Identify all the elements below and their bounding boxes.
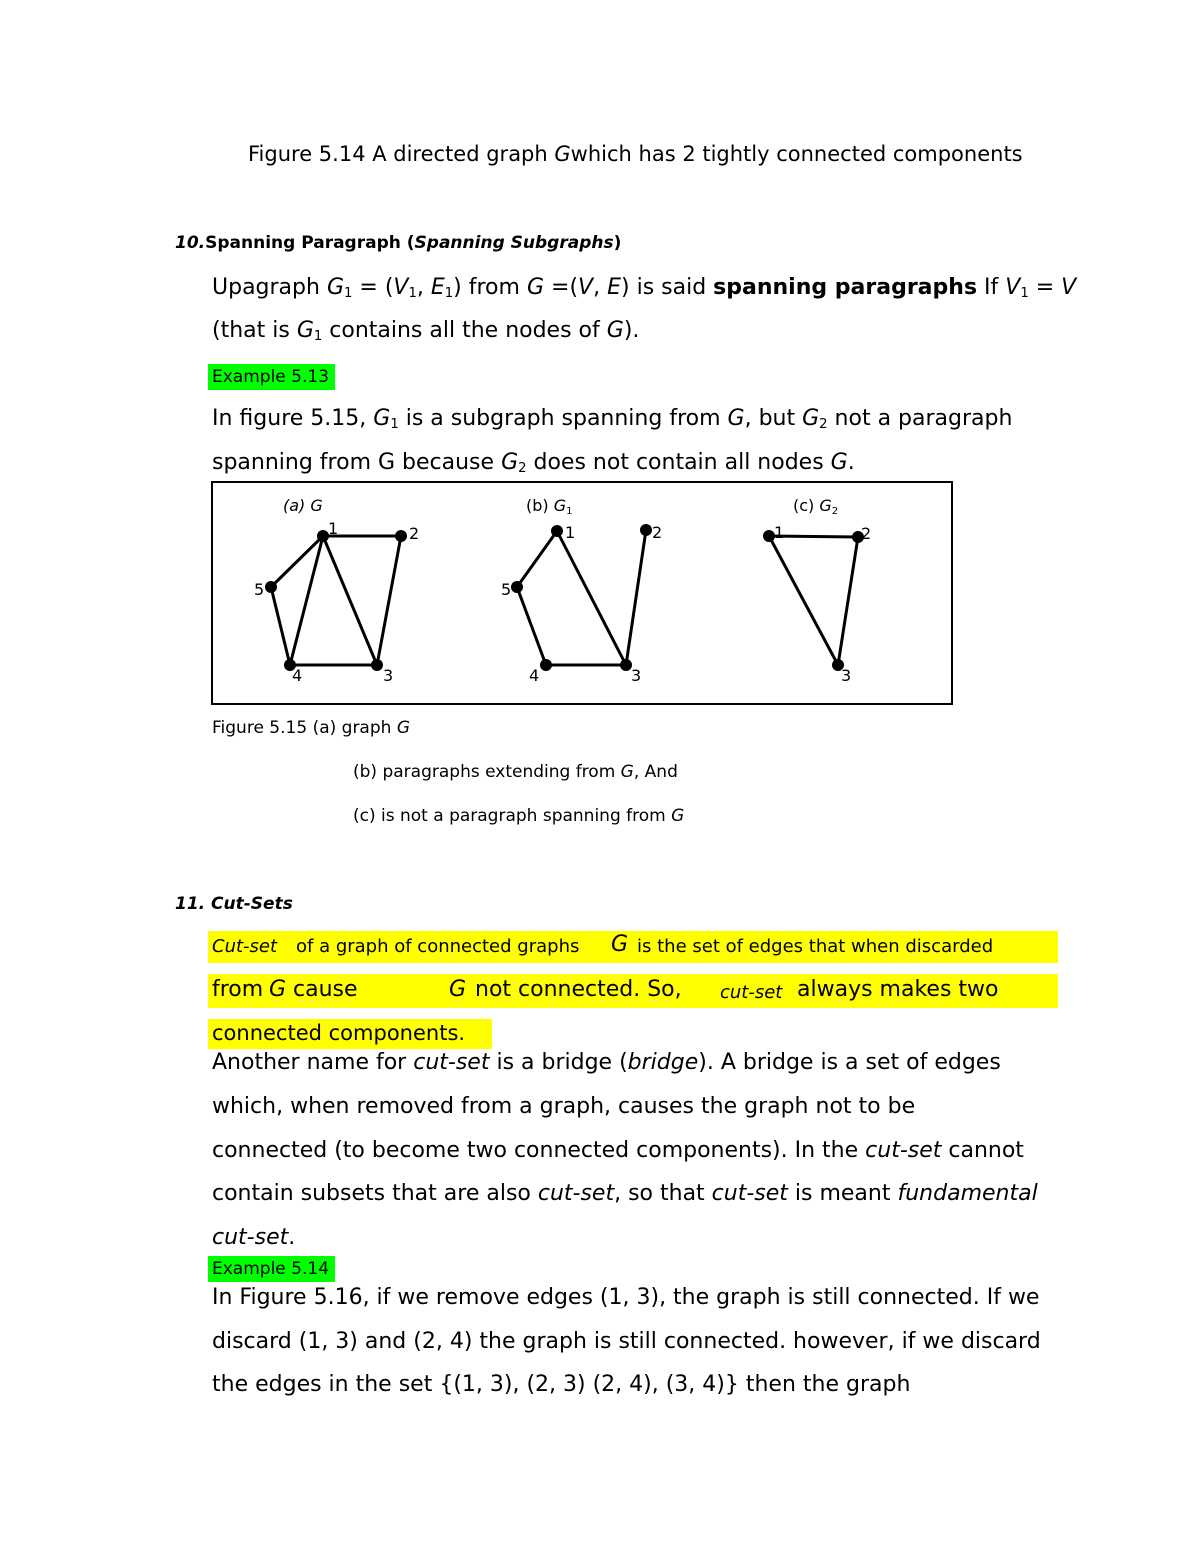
- edge-a-1-3: [323, 536, 377, 665]
- edge-a-1-4: [290, 536, 323, 665]
- subscript: 1: [444, 286, 454, 301]
- text: is a subgraph spanning from: [398, 406, 728, 431]
- text: , And: [633, 762, 678, 782]
- section-title-end: ): [613, 233, 622, 253]
- text: ) from: [453, 275, 527, 300]
- bridge-line-4: [212, 1181, 1038, 1206]
- text: ) is said: [621, 275, 714, 300]
- example-5-13-label: Example 5.13: [208, 364, 335, 390]
- node-b-4: [540, 659, 552, 671]
- node-a-5: [265, 581, 277, 593]
- panel-a-label: (a) G: [283, 496, 323, 515]
- subscript: 2: [518, 461, 527, 476]
- text: =(: [544, 275, 579, 300]
- label-a-1: 1: [328, 519, 339, 538]
- graph-symbol: G: [611, 932, 629, 957]
- node-b-2: [640, 524, 652, 536]
- node-b-1: [551, 525, 563, 537]
- label-a-5: 5: [254, 580, 265, 599]
- text: is meant: [787, 1181, 898, 1206]
- edge-b-5-4: [517, 587, 546, 665]
- edge-c-2-3: [838, 537, 858, 665]
- symbol: G: [326, 275, 345, 300]
- section-11-heading: 11. Cut-Sets: [175, 894, 293, 914]
- symbol: G: [620, 762, 634, 782]
- text: In figure 5.15,: [212, 406, 374, 431]
- term: cut-set: [711, 1181, 788, 1206]
- cutset-def-text: not connected. So,: [475, 977, 682, 1002]
- subscript: 1: [390, 417, 399, 432]
- example-5-14-line-2: discard (1, 3) and (2, 4) the graph is still connected. however, if we discard: [212, 1329, 1041, 1354]
- cutset-term: Cut-set: [212, 936, 278, 957]
- cutset-def-text: cause: [293, 977, 358, 1002]
- bold-term: spanning paragraphs: [713, 275, 978, 300]
- text: (that is: [212, 318, 297, 343]
- text: , but: [744, 406, 803, 431]
- graph-c-edges: [769, 536, 858, 665]
- label-c-2: 2: [861, 524, 872, 543]
- graph-a-edges: [271, 536, 401, 665]
- cutset-def-text: from: [212, 977, 264, 1002]
- section-title-italic: Spanning Subgraphs: [414, 233, 614, 253]
- label-c-1: 1: [774, 523, 785, 542]
- symbol: G: [830, 450, 848, 475]
- node-a-2: [395, 530, 407, 542]
- subscript: 1: [408, 286, 417, 301]
- text: not a paragraph: [827, 406, 1013, 431]
- term: fundamental: [897, 1181, 1038, 1206]
- text: ). A bridge is a set of edges: [698, 1050, 1001, 1075]
- text: If: [977, 275, 1006, 300]
- cutset-term: cut-set: [720, 982, 783, 1003]
- label-b-5: 5: [501, 580, 512, 599]
- symbol: V: [1005, 275, 1021, 300]
- term: cut-set: [865, 1138, 942, 1163]
- text: ,: [416, 275, 431, 300]
- cutset-def-text: connected components.: [212, 1021, 466, 1045]
- subscript: 1: [1020, 286, 1029, 301]
- symbol: G: [396, 718, 411, 738]
- figure-5-15-caption-a: [212, 718, 410, 738]
- symbol: G: [802, 406, 820, 431]
- symbol: G: [606, 318, 624, 343]
- example-5-14-line-1: In Figure 5.16, if we remove edges (1, 3), the graph is still connected. If we: [212, 1285, 1040, 1310]
- graph-b-nodes: [511, 524, 652, 671]
- term: cut-set: [413, 1050, 490, 1075]
- text: (c) is not a paragraph spanning from: [353, 806, 672, 826]
- term: cut-set: [212, 1225, 289, 1250]
- term: cut-set: [537, 1181, 615, 1206]
- symbol: V: [393, 275, 409, 300]
- edge-b-1-5: [517, 531, 557, 587]
- section-title: Spanning Paragraph (: [205, 233, 415, 253]
- bridge-line-3: [212, 1138, 1024, 1163]
- cutset-def-text: always makes two: [797, 977, 999, 1002]
- text: =: [1028, 275, 1062, 300]
- panel-b-label: (b) G1: [526, 496, 573, 517]
- text: connected (to become two connected components). In the: [212, 1138, 866, 1163]
- symbol: G: [526, 275, 545, 300]
- text: Another name for: [212, 1050, 414, 1075]
- section-10-heading: [175, 233, 621, 253]
- text: .: [288, 1225, 296, 1250]
- symbol: V: [578, 275, 594, 300]
- text: Figure 5.15 (a) graph: [212, 718, 397, 738]
- symbol: G: [727, 406, 745, 431]
- cutset-def-text: is the set of edges that when discarded: [637, 936, 994, 957]
- spanning-definition-line-2: [212, 318, 639, 344]
- term: bridge: [627, 1050, 699, 1075]
- text: is a bridge (: [489, 1050, 628, 1075]
- text: ,: [593, 275, 608, 300]
- example-5-13-line-2: [212, 450, 855, 476]
- edge-b-2-3: [626, 530, 646, 665]
- graph-b-edges: [517, 530, 646, 665]
- edge-a-5-4: [271, 587, 290, 665]
- label-a-2: 2: [409, 524, 420, 543]
- edge-b-1-3: [557, 531, 626, 665]
- caption-text: Figure 5.14 A directed graph: [248, 142, 555, 166]
- symbol: E: [430, 275, 445, 300]
- text: cannot: [941, 1138, 1024, 1163]
- figure-5-15-graphs: [213, 483, 951, 703]
- text: .: [847, 450, 855, 475]
- text: spanning from G because: [212, 450, 502, 475]
- section-number: 10.: [175, 233, 206, 253]
- label-b-2: 2: [652, 523, 663, 542]
- text: Upagraph: [212, 275, 327, 300]
- symbol: E: [607, 275, 621, 300]
- symbol: G: [671, 806, 685, 826]
- text: contain subsets that are also: [212, 1181, 538, 1206]
- symbol: G: [373, 406, 391, 431]
- node-b-5: [511, 581, 523, 593]
- text: does not contain all nodes: [526, 450, 831, 475]
- symbol: G: [296, 318, 314, 343]
- symbol: G: [501, 450, 519, 475]
- label-a-4: 4: [292, 666, 303, 685]
- label-b-3: 3: [631, 666, 642, 685]
- bridge-line-5: [212, 1225, 295, 1250]
- label-b-4: 4: [529, 666, 540, 685]
- label-a-3: 3: [383, 666, 394, 685]
- symbol: V: [1061, 275, 1077, 300]
- graph-symbol: G: [449, 977, 467, 1002]
- node-a-3: [371, 659, 383, 671]
- bridge-line-2: which, when removed from a graph, causes the graph not to be: [212, 1094, 916, 1119]
- subscript: 2: [819, 417, 828, 432]
- text: contains all the nodes of: [322, 318, 607, 343]
- edge-c-1-3: [769, 536, 838, 665]
- text: , so that: [614, 1181, 712, 1206]
- label-c-3: 3: [841, 666, 852, 685]
- spanning-definition-line-1: [212, 275, 1076, 301]
- label-b-1: 1: [565, 523, 576, 542]
- figure-5-15-caption-b: [353, 762, 678, 782]
- figure-5-14-caption: [248, 142, 1023, 166]
- example-5-14-line-3: the edges in the set {(1, 3), (2, 3) (2, 4), (3, 4)} then the graph: [212, 1372, 911, 1397]
- graph-symbol: G: [269, 977, 287, 1002]
- text: = (: [352, 275, 394, 300]
- bridge-line-1: [212, 1050, 1001, 1075]
- text: (b) paragraphs extending from: [353, 762, 621, 782]
- subscript: 1: [313, 329, 323, 344]
- panel-c-label: (c) G2: [793, 496, 839, 517]
- cutset-def-text: of a graph of connected graphs: [296, 936, 580, 957]
- edge-a-2-3: [377, 536, 401, 665]
- figure-5-15-box: [211, 481, 953, 705]
- caption-text: which has 2 tightly connected components: [570, 142, 1023, 166]
- text: ).: [623, 318, 640, 343]
- figure-5-15-caption-c: [353, 806, 684, 826]
- subscript: 1: [344, 286, 353, 301]
- example-5-13-line-1: [212, 406, 1012, 432]
- graph-symbol: G: [554, 142, 571, 166]
- example-5-14-label: Example 5.14: [208, 1256, 335, 1282]
